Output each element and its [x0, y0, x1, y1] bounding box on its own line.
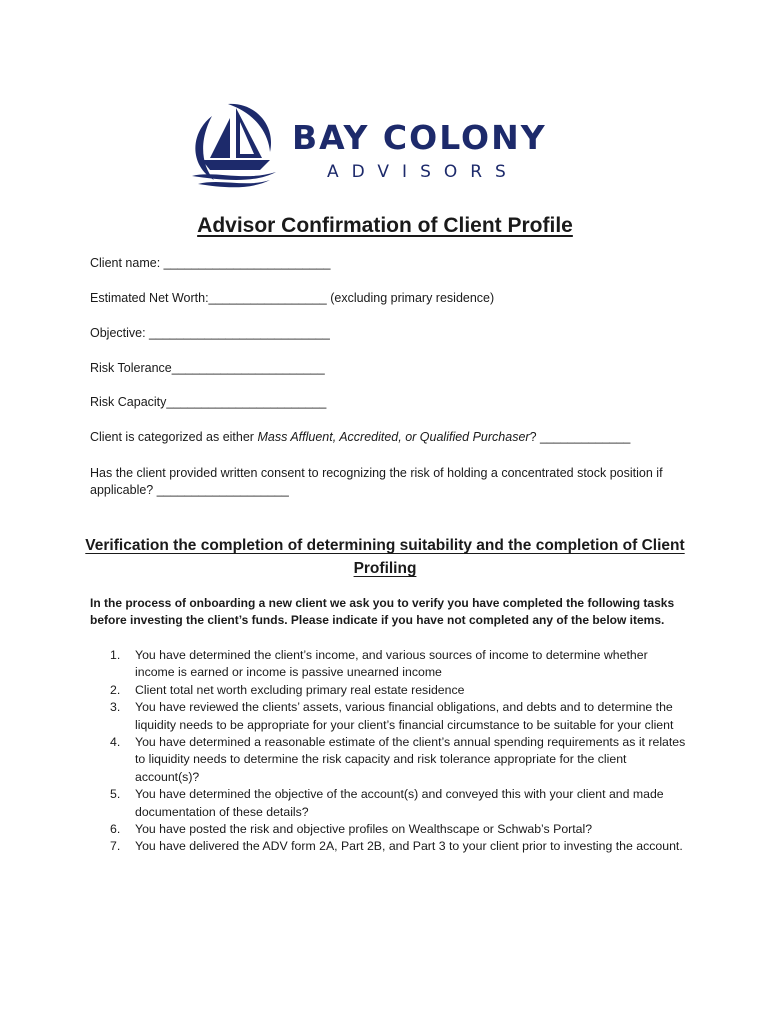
sailboat-logo-icon	[184, 96, 284, 190]
list-item	[90, 699, 690, 734]
net-worth-field: Estimated Net Worth:_________________ (excluding primary residence)	[90, 291, 495, 305]
task-list	[90, 647, 690, 856]
list-item-text: Client total net worth excluding primary real estate residence	[135, 682, 465, 697]
list-item	[90, 682, 690, 699]
list-item-number: 1.	[110, 648, 121, 662]
list-item	[90, 734, 690, 786]
list-item-number: 2.	[110, 682, 121, 697]
category-prefix: Client is categorized as either	[90, 430, 258, 444]
category-suffix: ? _____________	[529, 430, 631, 444]
consent-field: Has the client provided written consent to recognizing the risk of holding a concentrated stock position if applicable? ___________________	[90, 466, 663, 497]
list-item	[90, 786, 690, 821]
list-item-text: You have determined a reasonable estimate of the client’s annual spending requirements as it relates to liquidity needs to determine the risk capacity and risk tolerance appropriate for the client account(s)?	[135, 735, 686, 784]
objective-field: Objective: __________________________	[90, 326, 330, 340]
logo-brand-name: BAY COLONY	[292, 118, 547, 157]
risk-tolerance-field: Risk Tolerance______________________	[90, 361, 325, 375]
list-item-text: You have reviewed the clients’ assets, various financial obligations, and debts and to determine the liquidity needs to be appropriate for your client’s financial circumstance to be suitable for your client	[135, 700, 674, 732]
list-item	[90, 647, 690, 682]
instructions-paragraph: In the process of onboarding a new client we ask you to verify you have completed the following tasks before investing the client’s funds. Please indicate if you have not completed any of the below items.	[90, 596, 675, 627]
list-item-number: 6.	[110, 822, 121, 837]
list-item	[90, 821, 690, 838]
list-item-number: 4.	[110, 735, 121, 750]
section-heading: Verification the completion of determining suitability and the completion of Client Profiling	[85, 537, 685, 577]
client-category-field	[90, 430, 630, 444]
list-item-text: You have delivered the ADV form 2A, Part 2B, and Part 3 to your client prior to investing the account.	[135, 839, 683, 854]
category-options: Mass Affluent, Accredited, or Qualified Purchaser	[257, 430, 530, 444]
company-logo	[184, 96, 584, 190]
list-item-text: You have determined the objective of the account(s) and conveyed this with your client and made documentation of these details?	[135, 787, 664, 819]
list-item	[90, 838, 690, 855]
list-item-number: 5.	[110, 787, 121, 802]
client-name-field: Client name: ________________________	[90, 256, 331, 270]
list-item-text: You have determined the client’s income, and various sources of income to determine whether income is earned or income is passive unearned income	[135, 648, 648, 680]
list-item-number: 3.	[110, 700, 121, 715]
list-item-text: You have posted the risk and objective profiles on Wealthscape or Schwab’s Portal?	[135, 822, 593, 837]
logo-brand-sub: ADVISORS	[327, 162, 519, 182]
list-item-number: 7.	[110, 839, 121, 854]
risk-capacity-field: Risk Capacity_______________________	[90, 395, 327, 409]
page-title: Advisor Confirmation of Client Profile	[197, 214, 573, 237]
